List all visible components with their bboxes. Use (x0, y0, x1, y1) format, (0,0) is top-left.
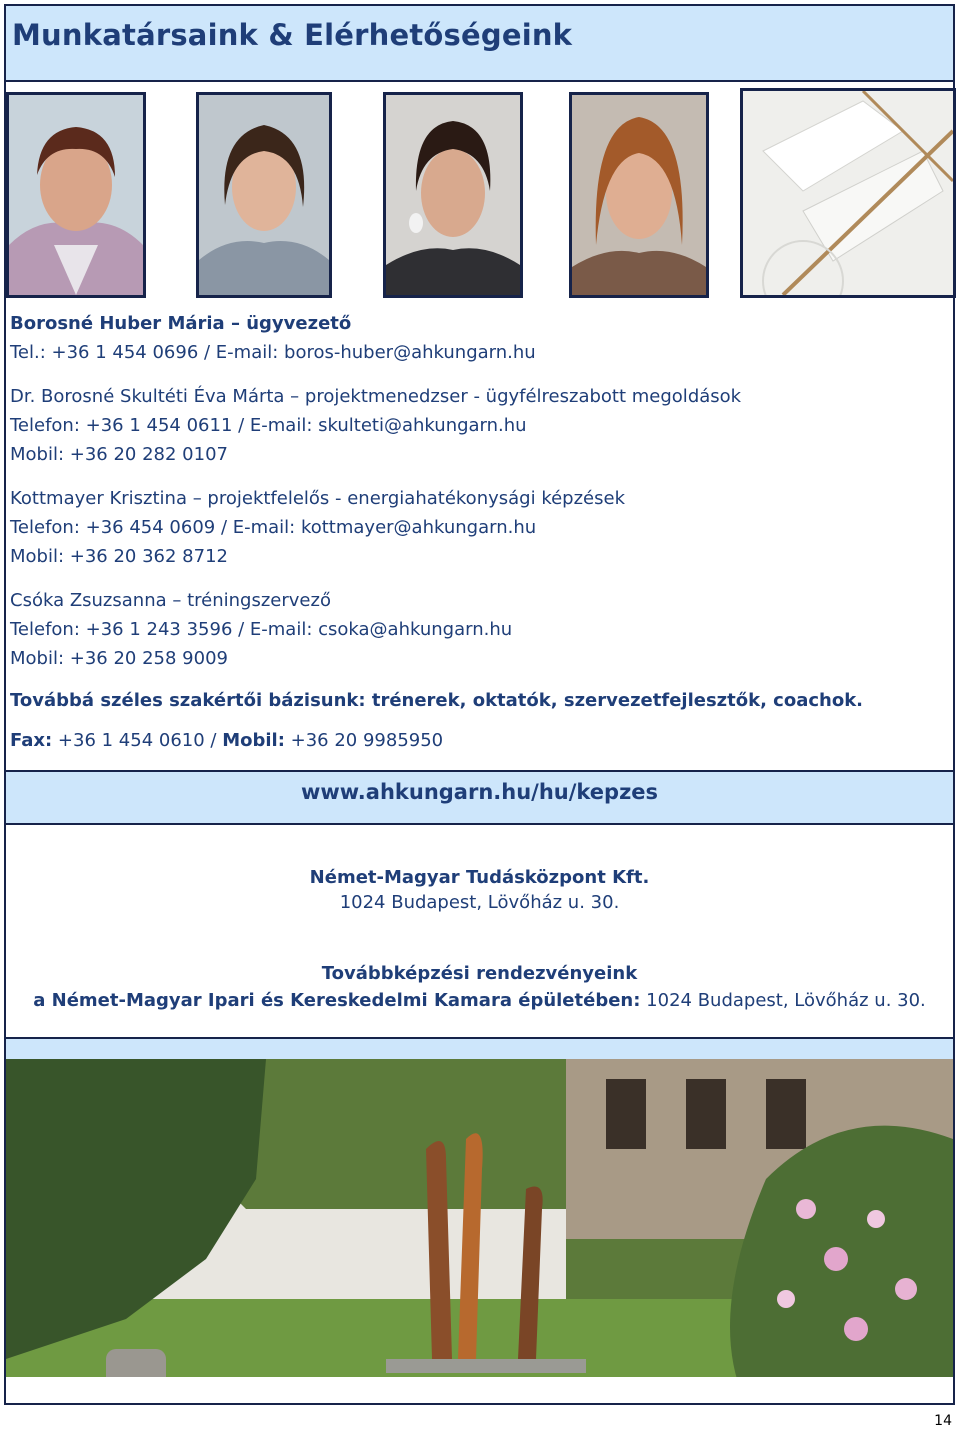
staff-contact-csoka: Telefon: +36 1 243 3596 / E-mail: csoka@ahkungarn.hu (10, 619, 513, 640)
staff-contact-kottmayer: Telefon: +36 454 0609 / E-mail: kottmayer@ahkungarn.hu (10, 517, 537, 538)
mobil-label: Mobil: (222, 730, 285, 751)
company-name: Német-Magyar Tudásközpont Kft. (309, 867, 650, 888)
mobil-value: +36 20 9985950 (284, 730, 444, 751)
staff-photo-huber (6, 92, 146, 298)
staff-name-kottmayer: Kottmayer Krisztina – projektfelelős - energiahatékonysági képzések (10, 488, 625, 509)
staff-name-huber: Borosné Huber Mária – ügyvezető (10, 313, 352, 334)
divider-strip (4, 1037, 955, 1061)
title-banner (4, 4, 955, 82)
events-location (4, 990, 955, 1011)
website-link[interactable]: www.ahkungarn.hu/hu/kepzes (300, 780, 659, 804)
garden-sculpture-photo (6, 1059, 953, 1403)
page-number: 14 (934, 1413, 952, 1429)
staff-photo-csoka (569, 92, 709, 298)
page-title: Munkatársaink & Elérhetőségeink (12, 18, 573, 52)
fax-line (10, 730, 443, 751)
staff-photo-kottmayer (383, 92, 523, 298)
staff-name-csoka: Csóka Zsuzsanna – tréningszervező (10, 590, 331, 611)
experts-line: Továbbá széles szakértői bázisunk: trénerek, oktatók, szervezetfejlesztők, coachok. (10, 690, 864, 711)
sculpture-relief-image (740, 88, 956, 298)
staff-mobile-skulteti: Mobil: +36 20 282 0107 (10, 444, 228, 465)
fax-label: Fax: (10, 730, 53, 751)
garden-photo-frame (4, 1059, 955, 1405)
events-title: Továbbképzési rendezvényeink (321, 963, 638, 984)
staff-mobile-kottmayer: Mobil: +36 20 362 8712 (10, 546, 228, 567)
fax-value: +36 1 454 0610 / (52, 730, 223, 751)
staff-name-skulteti: Dr. Borosné Skultéti Éva Márta – projektmenedzser - ügyfélreszabott megoldások (10, 386, 742, 407)
staff-mobile-csoka: Mobil: +36 20 258 9009 (10, 648, 228, 669)
events-location-name: a Német-Magyar Ipari és Kereskedelmi Kamara épületében: (33, 990, 641, 1011)
staff-photo-skulteti (196, 92, 332, 298)
company-address: 1024 Budapest, Lövőház u. 30. (339, 892, 620, 913)
staff-contact-huber: Tel.: +36 1 454 0696 / E-mail: boros-huber@ahkungarn.hu (10, 342, 536, 363)
events-location-address: 1024 Budapest, Lövőház u. 30. (640, 990, 926, 1011)
staff-contact-skulteti: Telefon: +36 1 454 0611 / E-mail: skulteti@ahkungarn.hu (10, 415, 527, 436)
